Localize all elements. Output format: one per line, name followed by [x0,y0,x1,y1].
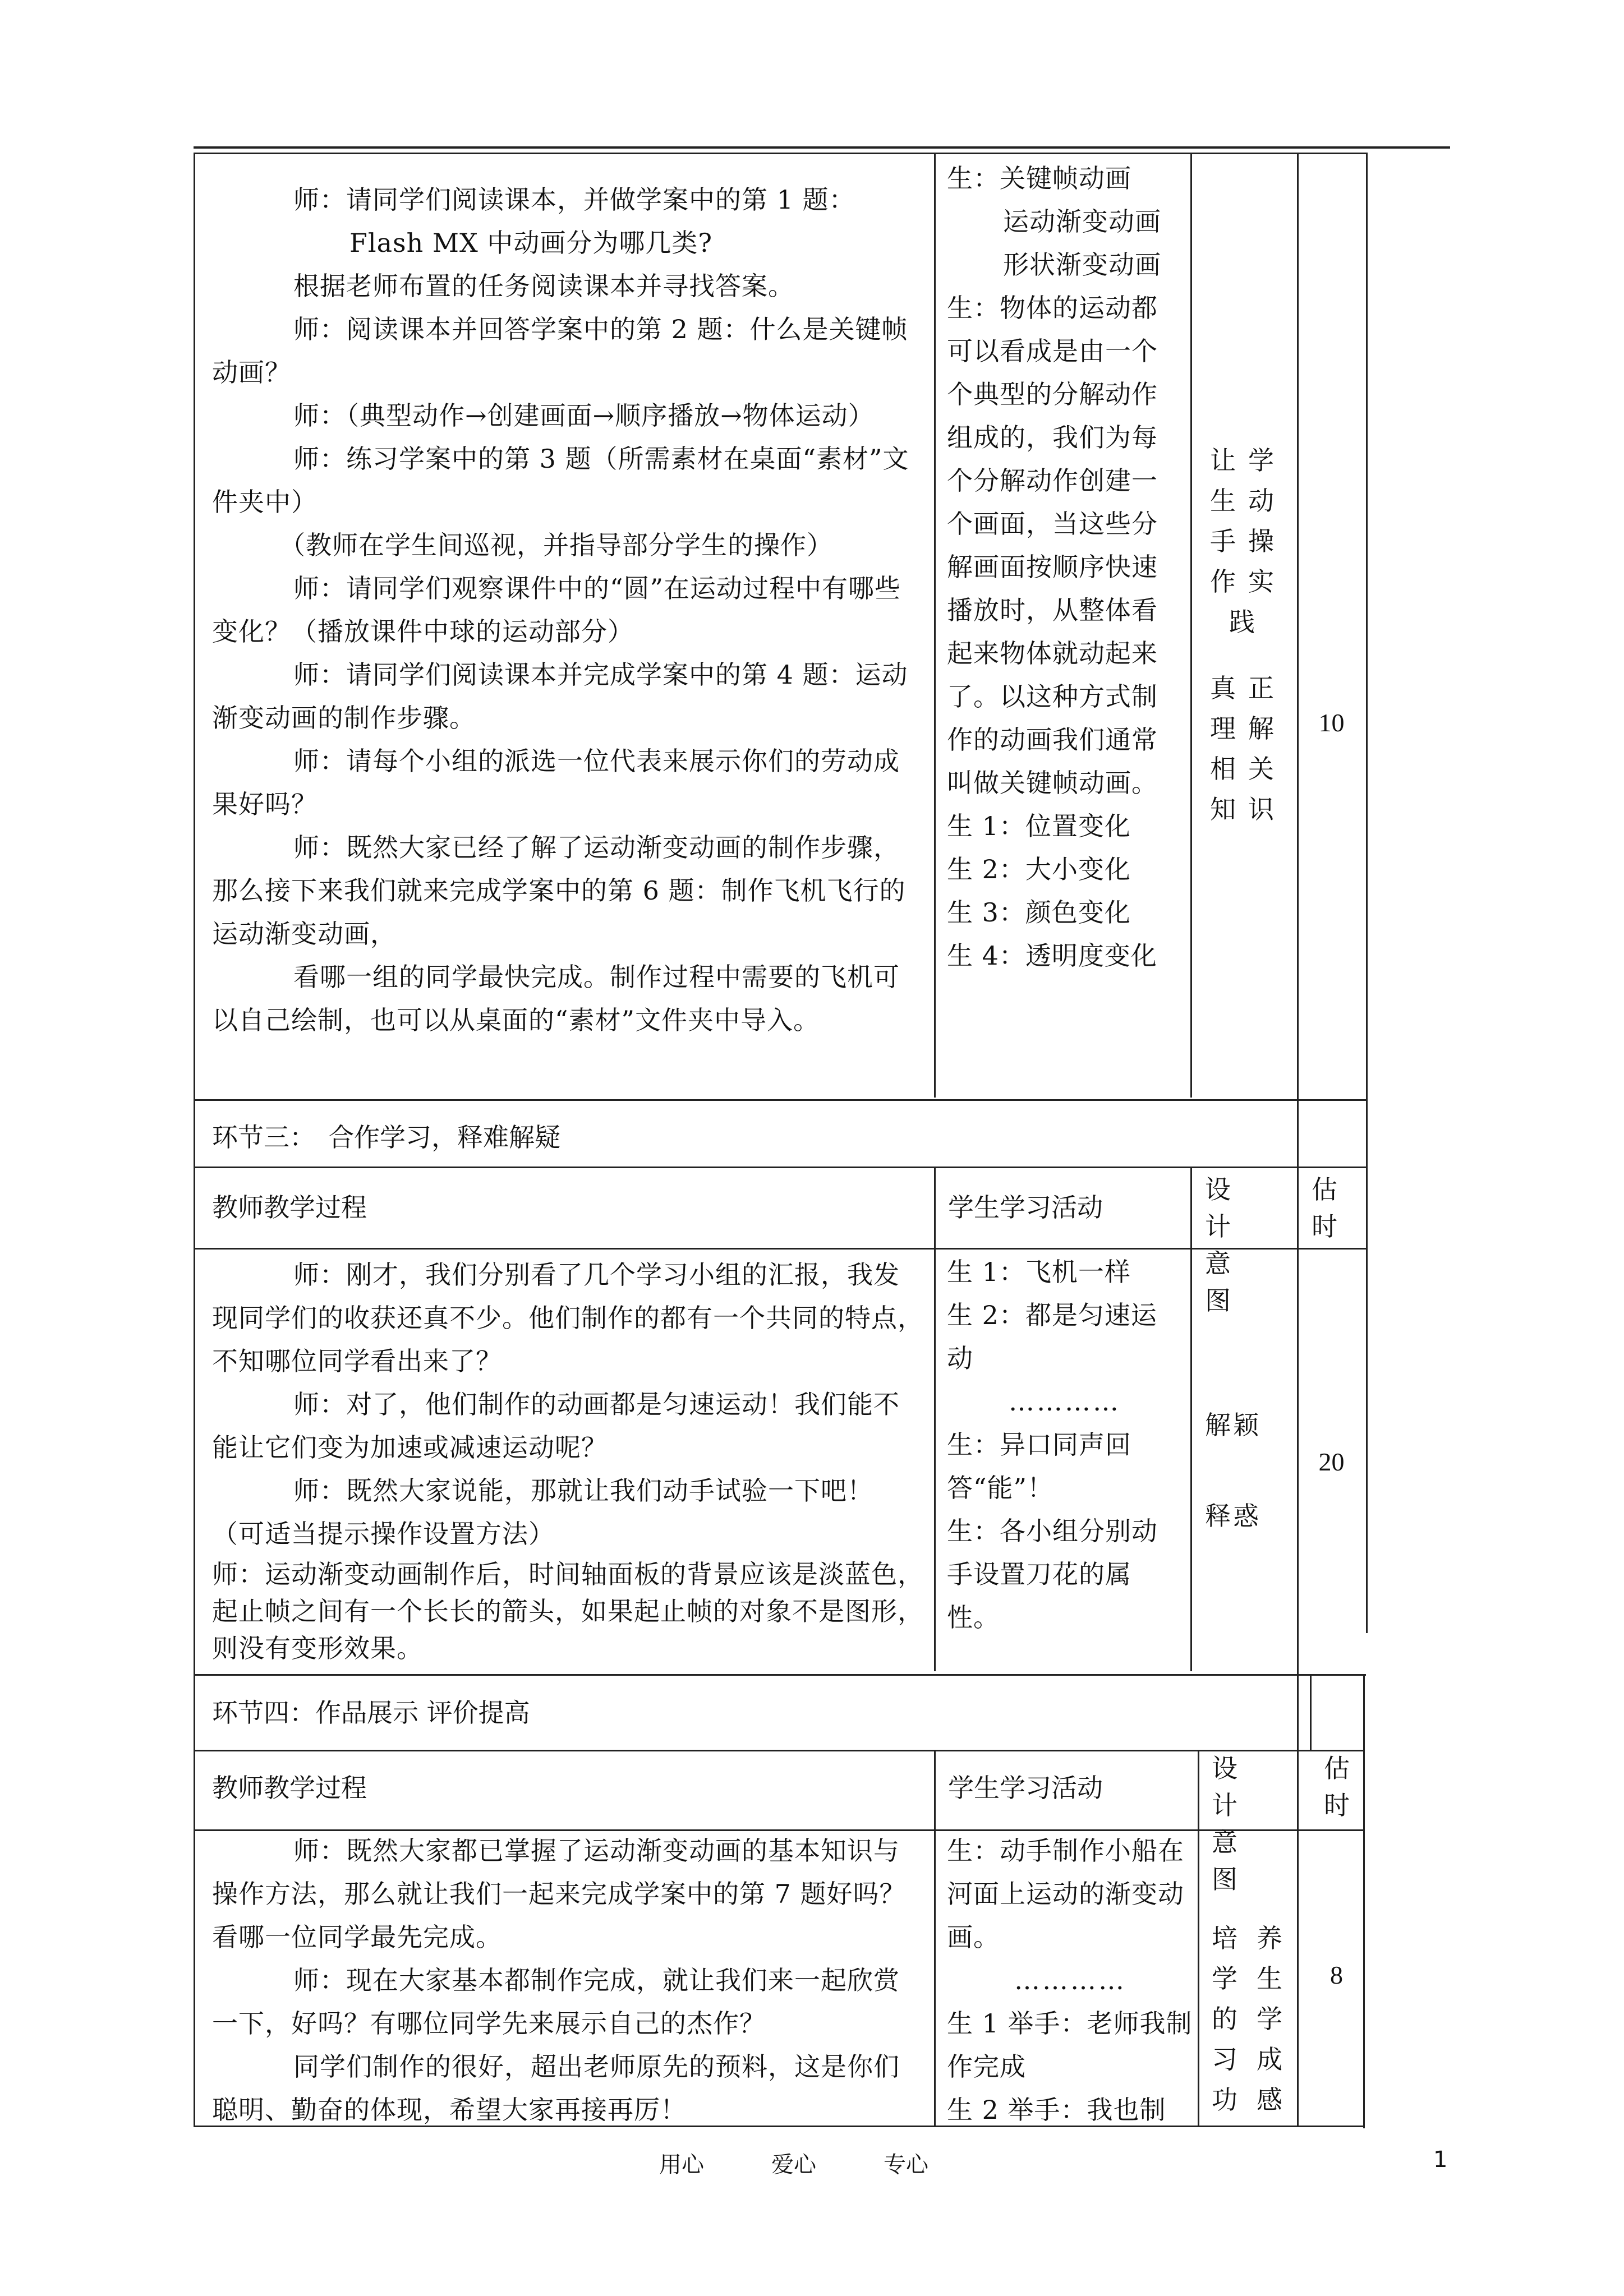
header-teacher: 教师教学过程 [212,1192,367,1223]
row-divider [194,1248,1366,1250]
design-text: 释惑 [1205,1501,1261,1531]
row-divider [194,1674,1366,1676]
teacher-process-3 [212,1829,924,2132]
section-title: 环节四：作品展示 评价提高 [212,1698,530,1728]
student-line: 生 4：透明度变化 [947,940,1157,971]
teacher-line: 师：（典型动作→创建画面→顺序播放→物体运动） [293,400,875,431]
time-estimate-3: 8 [1330,1961,1343,1989]
student-line: 生 1 举手：老师我制作完成 [947,2008,1193,2082]
row-divider [194,1750,1365,1751]
header-design: 设 计意图 [1212,1753,1263,1894]
teacher-line: 师：既然大家说能，那就让我们动手试验一下吧！（可适当提示操作设置方法） [212,1476,873,1549]
col-divider-1 [934,1750,936,2127]
header-teacher: 教师教学过程 [212,1773,367,1803]
student-activity-1 [947,157,1183,978]
teacher-line: 师：请每个小组的派选一位代表来展示你们的劳动成果好吗？ [212,746,900,819]
student-line: 生：动手制作小船在河面上运动的渐变动画。 [947,1836,1184,1952]
teacher-line: 师：运动渐变动画制作后，时间轴面板的背景应该是淡蓝色，起止帧之间有一个长长的箭头，如果起止帧的对象不是图形，则没有变形效果。 [212,1559,924,1663]
footer-item: 专心 [884,2152,928,2178]
header-design: 设 计意图 [1205,1174,1257,1316]
student-line: 生 1：位置变化 [947,811,1131,841]
student-line: 生 2：都是匀速运动 [947,1300,1157,1373]
student-line: 生：关键帧动画 [947,163,1131,193]
student-activity-3 [947,1829,1194,2132]
student-line: 生 1：飞机一样 [947,1257,1131,1287]
design-intent-2 [1205,1405,1289,1536]
table-border-right [1363,1674,1365,2128]
design-intent-3: 培养学生的学习成功感 [1212,1923,1301,2115]
page-number: 1 [1433,2147,1448,2173]
design-intent-1 [1206,440,1290,829]
col-divider-2 [1190,153,1192,1098]
design-text: 解颖 [1205,1410,1261,1440]
col-divider-2 [1190,1167,1192,1671]
teacher-line: 看哪一组的同学最快完成。制作过程中需要的飞机可以自己绘制，也可以从桌面的“素材”文件夹中导入。 [212,962,900,1035]
header-student: 学生学习活动 [948,1192,1103,1223]
header-rule [194,146,1450,149]
teacher-line: 师：请同学们观察课件中的“圆”在运动过程中有哪些变化？（播放课件中球的运动部分） [212,573,901,647]
section-title: 环节三： 合作学习，释难解疑 [212,1122,560,1152]
teacher-line: 师：刚才，我们分别看了几个学习小组的汇报，我发现同学们的收获还真不少。他们制作的都有一个共同的特点，不知哪位同学看出来了？ [212,1260,924,1376]
header-time: 估时 [1312,1174,1337,1242]
teacher-process-2 [212,1253,924,1667]
footer-item: 用心 [659,2152,704,2178]
teacher-line: 师：请同学们阅读课本并完成学案中的第 4 题：运动渐变动画的制作步骤。 [212,660,908,733]
teacher-line: 师：既然大家已经了解了运动渐变动画的制作步骤，那么接下来我们就来完成学案中的第 6 题：制作飞机飞行的运动渐变动画， [212,832,906,949]
student-line: 生：异口同声回答“能”！ [947,1430,1131,1503]
design-text: 真正理解相关知识 [1210,673,1286,824]
student-line: 生 2：大小变化 [947,854,1131,884]
student-line: 生 2 举手：我也制 [947,2095,1166,2125]
teacher-line: 师：既然大家都已掌握了运动渐变动画的基本知识与操作方法，那么就让我们一起来完成学案中的第 7 题好吗？看哪一位同学最先完成。 [212,1836,906,1952]
ellipsis: ………… [1009,1386,1121,1417]
teacher-line: （教师在学生间巡视，并指导部分学生的操作） [279,530,833,560]
teacher-line: 师：对了，他们制作的动画都是匀速运动！我们能不能让它们变为加速或减速运动呢？ [212,1389,900,1463]
student-line: 运动渐变动画 [1003,206,1161,237]
student-line: 生 3：颜色变化 [947,897,1131,928]
header-student: 学生学习活动 [948,1773,1103,1803]
col-divider-1 [934,153,936,1098]
teacher-line: 同学们制作的很好，超出老师原先的预料，这是你们聪明、勤奋的体现，希望大家再接再厉！ [212,2051,900,2125]
teacher-line: 师：练习学案中的第 3 题（所需素材在桌面“素材”文件夹中） [212,444,909,517]
teacher-line: 师：请同学们阅读课本，并做学案中的第 1 题： [293,185,855,215]
col-divider-extra [1310,1674,1312,1750]
footer-item: 爱心 [771,2152,816,2178]
time-estimate-1: 10 [1318,708,1345,737]
student-line: 生：物体的运动都可以看成是由一个个典型的分解动作组成的，我们为每个分解动作创建一个画面，当这些分解画面按顺序快速播放时，从整体看起来物体就动起来了。以这种方式制作的动画我们通常叫做关键帧动画。 [947,293,1158,798]
student-line: 形状渐变动画 [1003,250,1161,280]
student-activity-2 [947,1251,1183,1639]
teacher-line: 根据老师布置的任务阅读课本并寻找答案。 [293,271,794,301]
design-text: 让学生动手操作实践 [1210,445,1286,637]
teacher-line: 师：阅读课本并回答学案中的第 2 题：什么是关键帧动画？ [212,314,908,388]
col-divider-1 [934,1167,936,1671]
time-estimate-2: 20 [1318,1447,1345,1476]
ellipsis: ………… [1014,1965,1126,1995]
teacher-line: Flash MX 中动画分为哪几类? [349,228,713,258]
header-time: 估时 [1324,1753,1350,1820]
table-border-right [1366,153,1368,1633]
teacher-process-1 [212,178,924,1042]
teacher-line: 师：现在大家基本都制作完成，就让我们来一起欣赏一下，好吗？有哪位同学先来展示自己的杰作？ [212,1965,900,2039]
student-line: 生：各小组分别动手设置刀花的属性。 [947,1516,1158,1633]
row-divider [194,1099,1366,1101]
col-divider-2 [1198,1750,1199,2127]
